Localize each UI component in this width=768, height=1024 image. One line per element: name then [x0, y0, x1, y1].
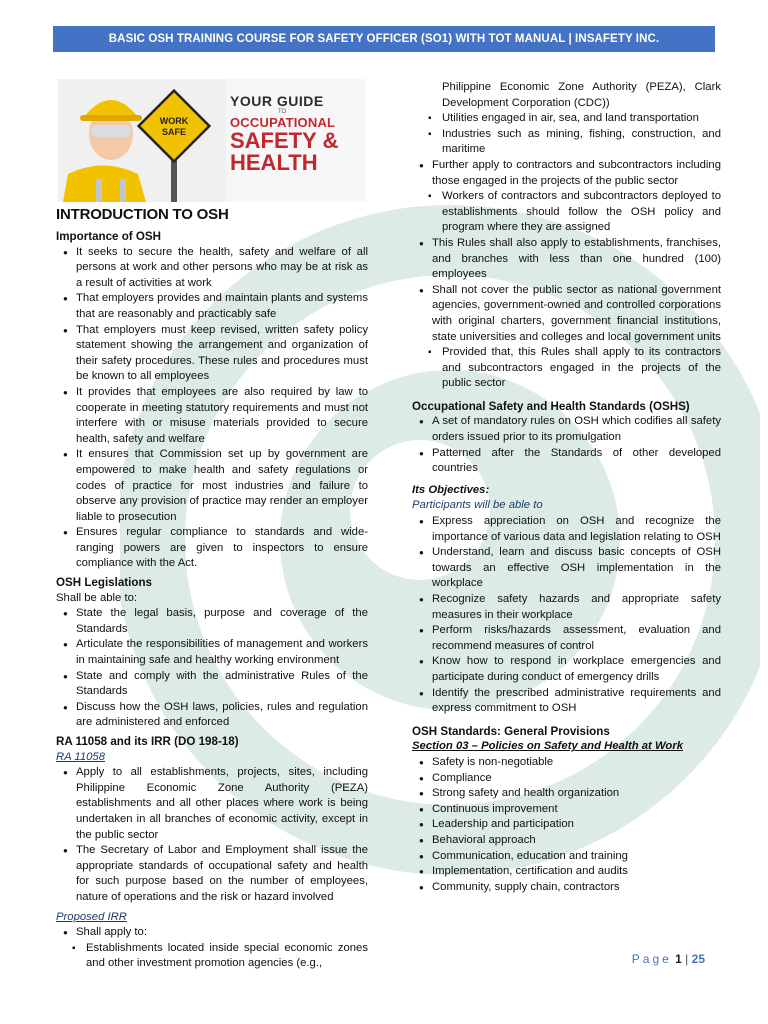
objectives-list: [412, 514, 721, 717]
banner-line-4: SAFETY &: [230, 128, 339, 153]
standards-section: Section 03 – Policies on Safety and Health at Work: [412, 740, 683, 753]
list-item: ● Leadership and participation: [412, 817, 721, 833]
page-separator: |: [685, 952, 689, 966]
list-item: ▪ Industries such as mining, fishing, construction, and maritime: [412, 127, 721, 158]
list-item: ● Express appreciation on OSH and recognize the importance of various data and legislation relating to OSH: [412, 514, 721, 545]
list-item: ● Further apply to contractors and subcontractors including those engaged in the projects of the public sector: [412, 158, 721, 189]
list-item: ● Strong safety and health organization: [412, 786, 721, 802]
page-number: 1: [675, 952, 682, 966]
section-title: INTRODUCTION TO OSH: [56, 206, 229, 223]
ra-sub: RA 11058: [56, 750, 105, 763]
list-item: ● Ensures regular compliance to standards and wide-ranging powers are given to inspectors to ensure compliance with the Act.: [56, 525, 368, 572]
list-item: ● Shall apply to:: [56, 925, 368, 941]
list-item: ● State the legal basis, purpose and coverage of the Standards: [56, 606, 368, 637]
list-item: ● Apply to all establishments, projects, sites, including Philippine Economic Zone Authority (PEZA) establishments and all other places where work is being undertaken in all branches of economic activity, except in the public sector: [56, 765, 368, 843]
banner-text: [230, 93, 338, 174]
list-item: ● Discuss how the OSH laws, policies, rules and regulation are administered and enforced: [56, 700, 368, 731]
right-column: [412, 80, 721, 895]
ra-list: [56, 765, 368, 905]
list-item: ● Behavioral approach: [412, 833, 721, 849]
legislations-heading: OSH Legislations: [56, 576, 152, 590]
page-footer: [632, 952, 705, 966]
objectives-sub: Participants will be able to: [412, 499, 543, 512]
standards-list: [412, 755, 721, 895]
oshs-heading: Occupational Safety and Health Standards (OSHS): [412, 399, 690, 413]
list-item: ● Community, supply chain, contractors: [412, 880, 721, 896]
sign-word-1: WORK: [159, 116, 189, 126]
list-item: ● The Secretary of Labor and Employment shall issue the appropriate standards of occupational safety and health for such purpose based on the number of employees, nature of operations and the risk or hazard involved: [56, 843, 368, 905]
legislations-list: [56, 606, 368, 731]
list-item: ● Continuous improvement: [412, 802, 721, 818]
scope-list-1: [412, 158, 721, 189]
left-column: [56, 206, 368, 972]
irr-sub: Proposed IRR: [56, 910, 127, 923]
objectives-heading: Its Objectives:: [412, 483, 490, 496]
importance-heading: Importance of OSH: [56, 230, 162, 243]
header-title: BASIC OSH TRAINING COURSE FOR SAFETY OFFICER (SO1) WITH TOT MANUAL | INSAFETY INC.: [108, 33, 660, 45]
continued-text: Philippine Economic Zone Authority (PEZA), Clark Development Corporation (CDC)): [442, 81, 721, 109]
list-item: ▪ Establishments located inside special economic zones and other investment promotion agencies (e.g.,: [56, 941, 368, 972]
list-item: ● State and comply with the administrative Rules of the Standards: [56, 669, 368, 700]
oshs-list: [412, 414, 721, 476]
list-item: ● This Rules shall also apply to establishments, franchises, and branches with less than one hundred (100) employees: [412, 236, 721, 283]
list-item: ● A set of mandatory rules on OSH which codifies all safety orders issued prior to its promulgation: [412, 414, 721, 445]
list-item: ● Implementation, certification and audits: [412, 864, 721, 880]
banner-image: [58, 79, 366, 202]
list-item: ● Shall not cover the public sector as national government agencies, government-owned and controlled corporations with original charters, government financial institutions, state universities and colleges and local government units: [412, 283, 721, 345]
list-item: ● Compliance: [412, 771, 721, 787]
list-item: ● That employers must keep revised, written safety policy statement showing the arrangement and organization of their safety procedures. These rules and procedures must be known to all employees: [56, 323, 368, 385]
list-item: ● Identify the prescribed administrative requirements and express commitment to OSH: [412, 686, 721, 717]
page-label: Page: [631, 952, 672, 966]
ra-heading: RA 11058 and its IRR (DO 198-18): [56, 735, 239, 748]
irr-sublist: [56, 941, 368, 972]
scope-sublist-1: [412, 111, 721, 158]
banner-line-3: OCCUPATIONAL: [230, 115, 336, 130]
list-item: ● That employers provides and maintain plants and systems that are reasonably and practicably safe: [56, 291, 368, 322]
list-item: ● Patterned after the Standards of other developed countries: [412, 446, 721, 477]
scope-sublist-2: [412, 189, 721, 236]
list-item: ▪ Utilities engaged in air, sea, and land transportation: [412, 111, 721, 127]
list-item: ● It provides that employees are also required by law to cooperate in meeting statutory requirements and must not interfere with or misuse materials provided to secure health, safety and welfare: [56, 385, 368, 447]
list-item: ● Safety is non-negotiable: [412, 755, 721, 771]
banner-line-1: YOUR GUIDE: [230, 93, 324, 109]
page-total: 25: [691, 952, 705, 966]
list-item: ● It ensures that Commission set up by government are empowered to make health and safety regulations or codes of practice for most industries and failure to observe any provision of practice may render an employer liable to prosecution: [56, 447, 368, 525]
list-item: ● Understand, learn and discuss basic concepts of OSH towards an effective OSH implementation in the workplace: [412, 545, 721, 592]
header-bar: [53, 26, 715, 52]
list-item: ● Know how to respond in workplace emergencies and participate during conduct of emergency drills: [412, 654, 721, 685]
list-item: ● Recognize safety hazards and appropriate safety measures in their workplace: [412, 592, 721, 623]
banner-line-2: TO: [278, 109, 287, 115]
worker-illustration: [58, 79, 226, 202]
scope-sublist-3: [412, 345, 721, 392]
list-item: ▪ Provided that, this Rules shall apply to its contractors and subcontractors engaged in the projects of the public sector: [412, 345, 721, 392]
importance-list: [56, 245, 368, 572]
list-item: ▪ Workers of contractors and subcontractors deployed to establishments should follow the OSH policy and program where they are assigned: [412, 189, 721, 236]
sign-word-2: SAFE: [161, 127, 187, 137]
list-item: ● Articulate the responsibilities of management and workers in maintaining safe and healthy working environment: [56, 637, 368, 668]
banner-line-5: HEALTH: [230, 150, 318, 175]
scope-list-2: [412, 236, 721, 345]
standards-heading: OSH Standards: General Provisions: [412, 724, 610, 738]
list-item: ● Perform risks/hazards assessment, evaluation and recommend measures of control: [412, 623, 721, 654]
list-item: ● It seeks to secure the health, safety and welfare of all persons at work and other persons who may be at risk as a result of activities at work: [56, 245, 368, 292]
legislations-intro: Shall be able to:: [56, 591, 138, 604]
list-item: ● Communication, education and training: [412, 849, 721, 865]
irr-list: [56, 925, 368, 941]
